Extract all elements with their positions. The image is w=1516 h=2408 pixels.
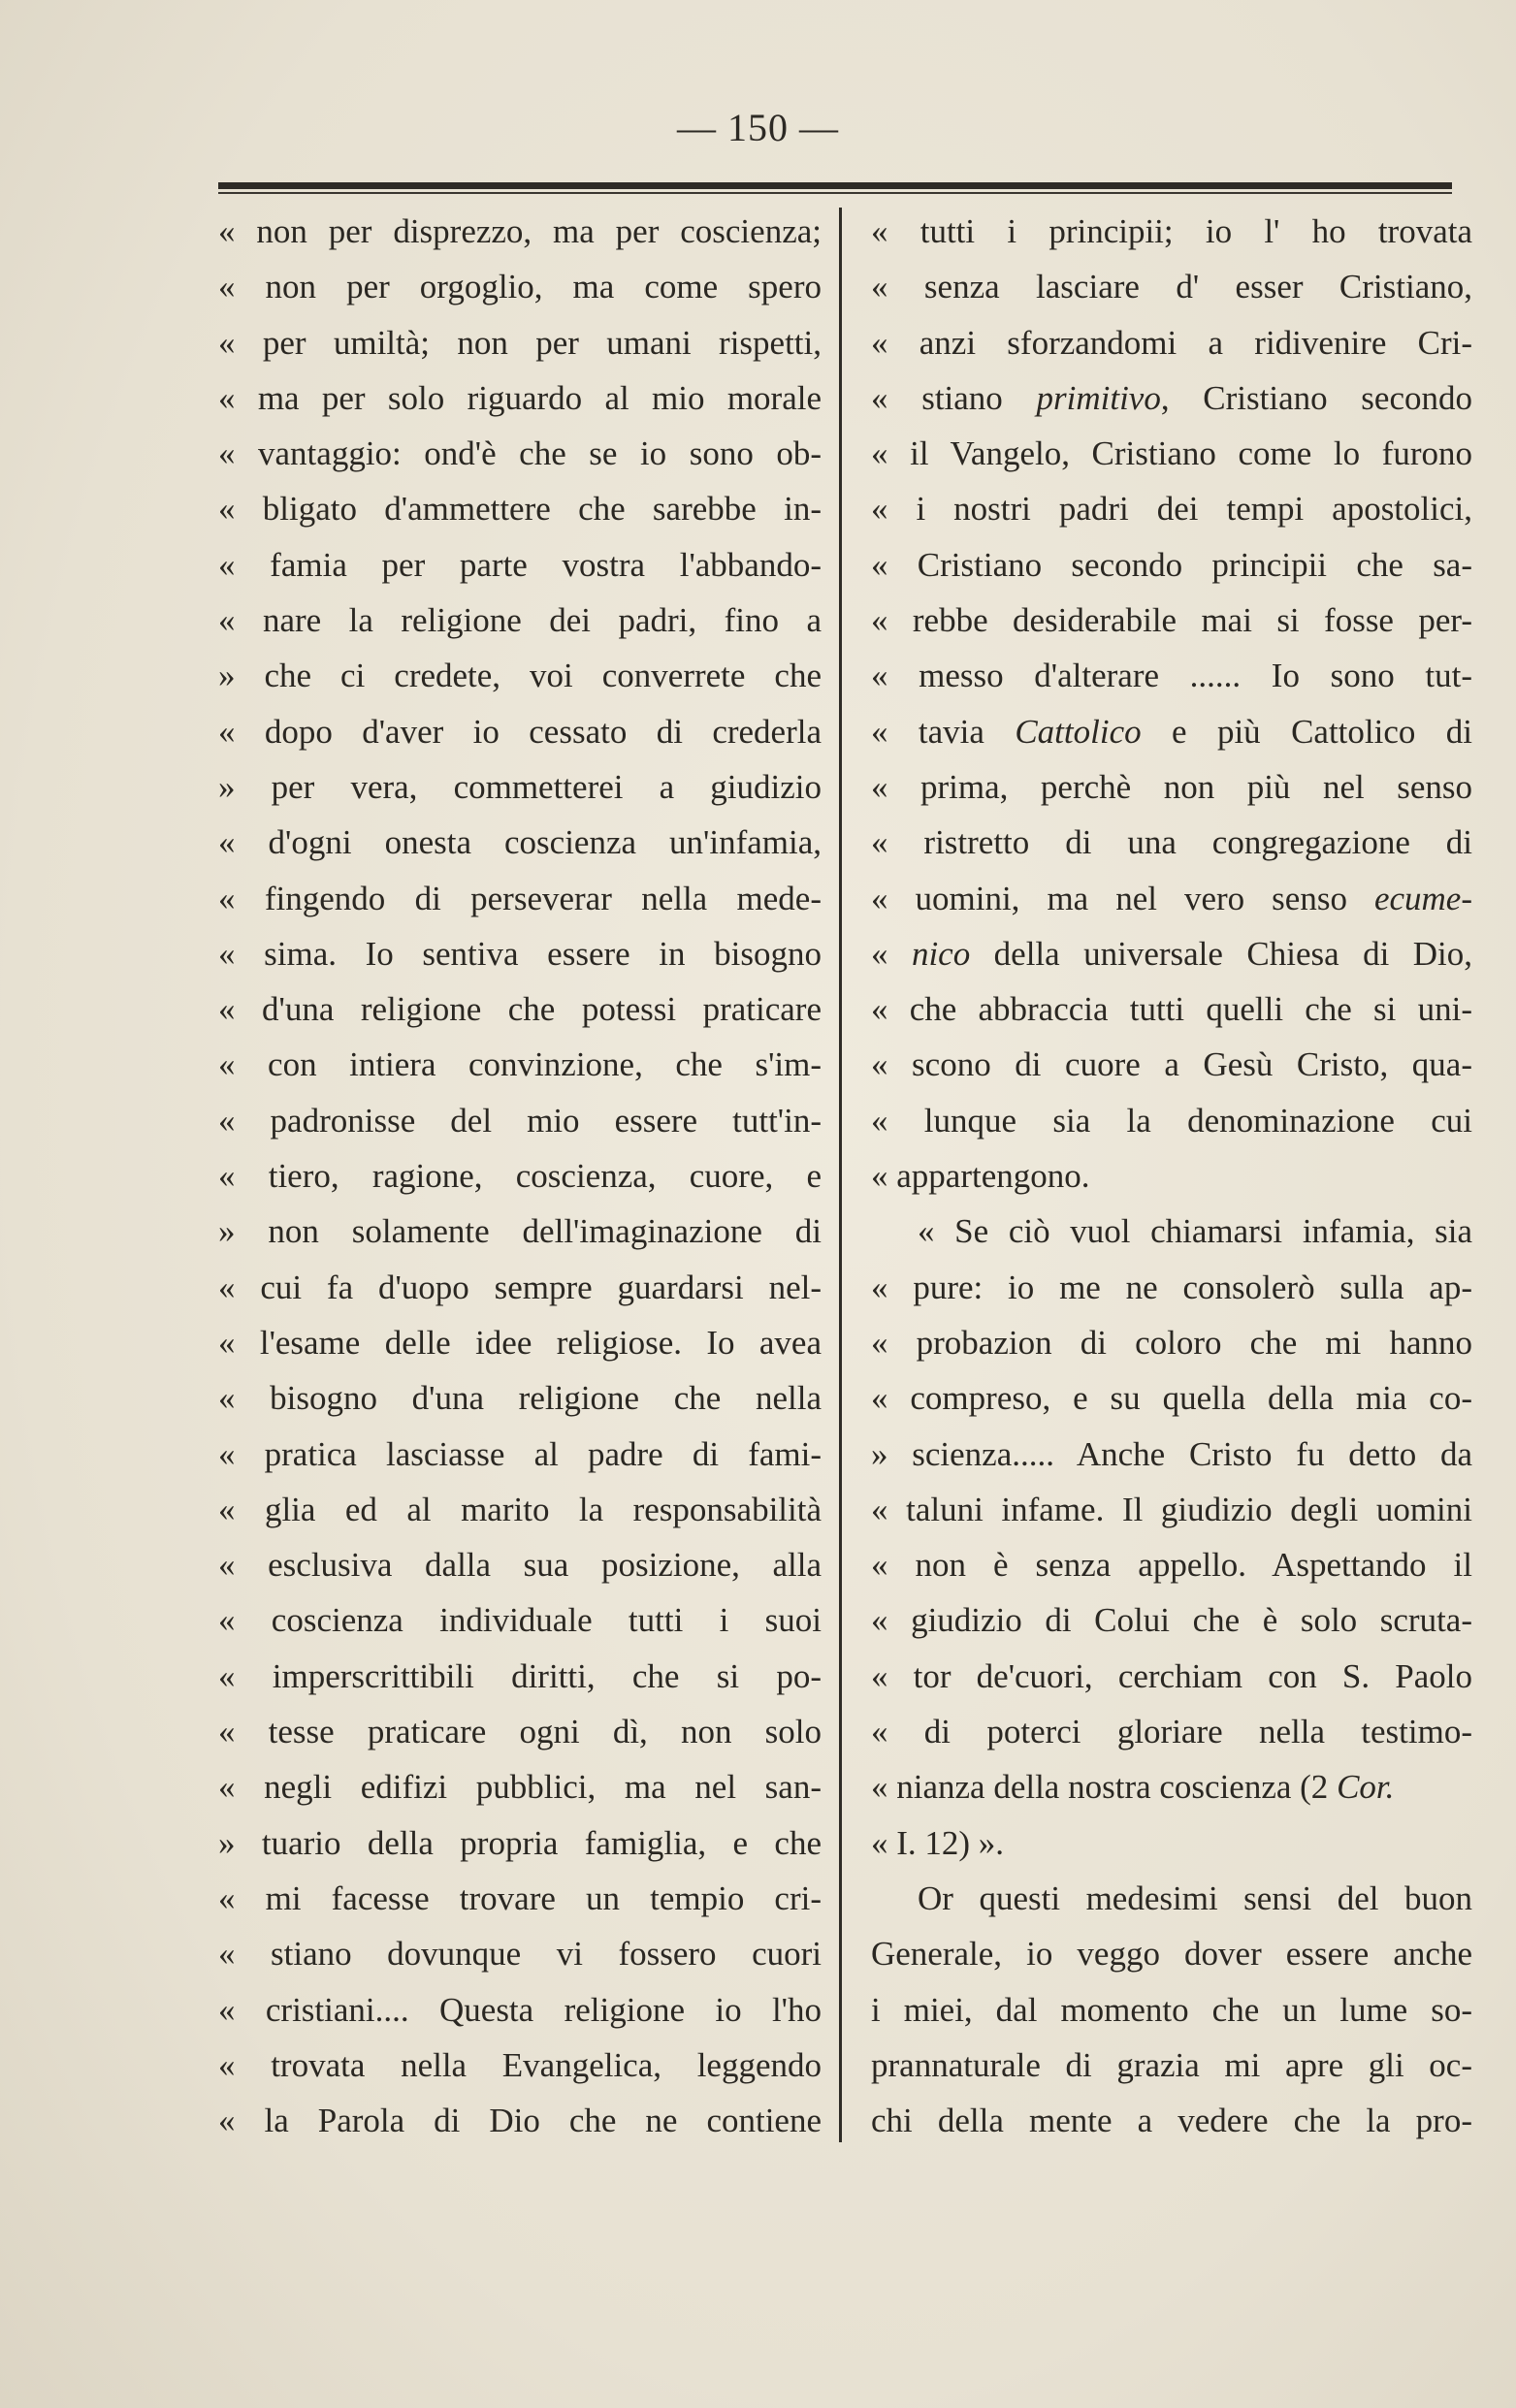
text-line: « i nostri padri dei tempi apostolici, xyxy=(871,490,1472,529)
text-line: « lunque sia la denominazione cui xyxy=(871,1101,1472,1140)
text-line: « Cristiano secondo principii che sa- xyxy=(871,545,1472,584)
text-line: « Se ciò vuol chiamarsi infamia, sia xyxy=(918,1212,1472,1251)
text-line: « rebbe desiderabile mai si fosse per- xyxy=(871,601,1472,640)
text-line: « giudizio di Colui che è solo scruta- xyxy=(871,1601,1472,1640)
text-line: prannaturale di grazia mi apre gli oc- xyxy=(871,2045,1472,2084)
text-line: « d'ogni onesta coscienza un'infamia, xyxy=(218,823,822,862)
text-line: « non per orgoglio, ma come spero xyxy=(218,268,822,306)
text-line: « cui fa d'uopo sempre guardarsi nel- xyxy=(218,1268,822,1306)
right-column xyxy=(871,204,1472,2148)
text-line: « compreso, e su quella della mia co- xyxy=(871,1379,1472,1418)
text-line: « tutti i principii; io l' ho trovata xyxy=(871,212,1472,250)
text-line: « stiano dovunque vi fossero cuori xyxy=(218,1935,822,1974)
text-line: « scono di cuore a Gesù Cristo, qua- xyxy=(871,1045,1472,1084)
text-line: « tor de'cuori, cerchiam con S. Paolo xyxy=(871,1656,1472,1695)
text-line: « esclusiva dalla sua posizione, alla xyxy=(218,1546,822,1585)
text-line: « bisogno d'una religione che nella xyxy=(218,1379,822,1418)
text-line: » scienza..... Anche Cristo fu detto da xyxy=(871,1434,1472,1473)
header-rule xyxy=(218,182,1452,189)
text-line: « bligato d'ammettere che sarebbe in- xyxy=(218,490,822,529)
text-line: « per umiltà; non per umani rispetti, xyxy=(218,323,822,362)
text-line: « nico della universale Chiesa di Dio, xyxy=(871,934,1472,973)
text-line: Generale, io veggo dover essere anche xyxy=(871,1935,1472,1974)
text-line: « appartengono. xyxy=(871,1157,1090,1196)
page-number: — 150 — xyxy=(677,106,839,149)
text-line: « non per disprezzo, ma per coscienza; xyxy=(218,212,822,250)
text-line: « taluni infame. Il giudizio degli uomini xyxy=(871,1490,1472,1528)
text-line: « che abbraccia tutti quelli che si uni- xyxy=(871,990,1472,1029)
column-divider xyxy=(839,208,842,2142)
text-line: « ristretto di una congregazione di xyxy=(871,823,1472,862)
text-line: « anzi sforzandomi a ridivenire Cri- xyxy=(871,323,1472,362)
text-line: « glia ed al marito la responsabilità xyxy=(218,1490,822,1528)
text-line: « dopo d'aver io cessato di crederla xyxy=(218,712,822,751)
text-line: « l'esame delle idee religiose. Io avea xyxy=(218,1323,822,1362)
text-line: « mi facesse trovare un tempio cri- xyxy=(218,1878,822,1917)
text-line: « famia per parte vostra l'abbando- xyxy=(218,545,822,584)
header-rule-thin xyxy=(218,192,1452,194)
text-line: « non è senza appello. Aspettando il xyxy=(871,1546,1472,1585)
text-line: chi della mente a vedere che la pro- xyxy=(871,2102,1472,2140)
text-line: « trovata nella Evangelica, leggendo xyxy=(218,2045,822,2084)
text-line: « con intiera convinzione, che s'im- xyxy=(218,1045,822,1084)
text-line: « messo d'alterare ...... Io sono tut- xyxy=(871,657,1472,695)
text-line: « tesse praticare ogni dì, non solo xyxy=(218,1713,822,1751)
text-line: « padronisse del mio essere tutt'in- xyxy=(218,1101,822,1140)
text-line: » non solamente dell'imaginazione di xyxy=(218,1212,822,1251)
text-line: « I. 12) ». xyxy=(871,1823,1005,1862)
text-line: « stiano primitivo, Cristiano secondo xyxy=(871,378,1472,417)
text-line: « pure: io me ne consolerò sulla ap- xyxy=(871,1268,1472,1306)
text-line: « nianza della nostra coscienza (2 Cor. xyxy=(871,1768,1395,1807)
text-line: « nare la religione dei padri, fino a xyxy=(218,601,822,640)
text-line: « imperscrittibili diritti, che si po- xyxy=(218,1656,822,1695)
text-line: « d'una religione che potessi praticare xyxy=(218,990,822,1029)
text-line: « cristiani.... Questa religione io l'ho xyxy=(218,1990,822,2029)
text-line: « pratica lasciasse al padre di fami- xyxy=(218,1434,822,1473)
left-column xyxy=(218,204,822,2148)
text-line: « fingendo di perseverar nella mede- xyxy=(218,879,822,917)
text-line: « prima, perchè non più nel senso xyxy=(871,767,1472,806)
text-line: Or questi medesimi sensi del buon xyxy=(918,1878,1472,1917)
text-line: « tiero, ragione, coscienza, cuore, e xyxy=(218,1157,822,1196)
text-line: « senza lasciare d' esser Cristiano, xyxy=(871,268,1472,306)
text-line: « coscienza individuale tutti i suoi xyxy=(218,1601,822,1640)
text-line: « ma per solo riguardo al mio morale xyxy=(218,378,822,417)
text-line: « di poterci gloriare nella testimo- xyxy=(871,1713,1472,1751)
text-line: « tavia Cattolico e più Cattolico di xyxy=(871,712,1472,751)
text-line: « sima. Io sentiva essere in bisogno xyxy=(218,934,822,973)
text-line: i miei, dal momento che un lume so- xyxy=(871,1990,1472,2029)
text-line: » tuario della propria famiglia, e che xyxy=(218,1823,822,1862)
text-line: « uomini, ma nel vero senso ecume- xyxy=(871,879,1472,917)
text-line: » per vera, commetterei a giudizio xyxy=(218,767,822,806)
text-line: « negli edifizi pubblici, ma nel san- xyxy=(218,1768,822,1807)
text-line: « la Parola di Dio che ne contiene xyxy=(218,2102,822,2140)
text-line: « il Vangelo, Cristiano come lo furono xyxy=(871,434,1472,473)
text-line: » che ci credete, voi converrete che xyxy=(218,657,822,695)
text-line: « vantaggio: ond'è che se io sono ob- xyxy=(218,434,822,473)
text-line: « probazion di coloro che mi hanno xyxy=(871,1323,1472,1362)
